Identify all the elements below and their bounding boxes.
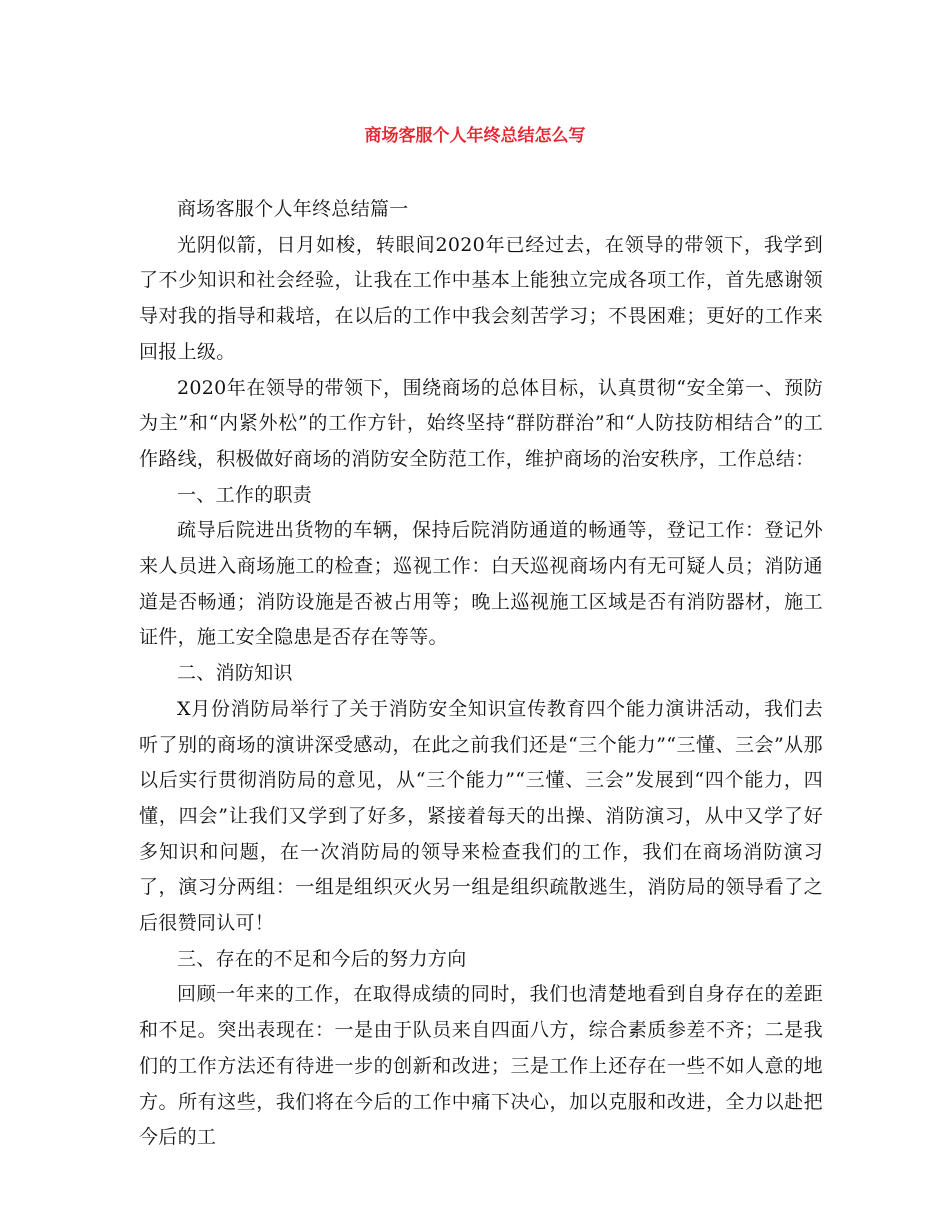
body-paragraph: 回顾一年来的工作，在取得成绩的同时，我们也清楚地看到自身存在的差距和不足。突出表现在：一是由于队员来自四面八方，综合素质参差不齐；二是我们的工作方法还有待进一步的创新和改进；三是工作上还存在一些不如人意的地方。所有这些，我们将在今后的工作中痛下决心，加以克服和改进，全力以赴把今后的工 xyxy=(139,983,823,1149)
body-paragraph: X月份消防局举行了关于消防安全知识宣传教育四个能力演讲活动，我们去听了别的商场的演讲深受感动，在此之前我们还是“三个能力”“三懂、三会”从那以后实行贯彻消防局的意见，从“三个能力”“三懂、三会”发展到“四个能力，四懂，四会”让我们又学到了好多，紧接着每天的出操、消防演习，从中又学了好多知识和问题，在一次消防局的领导来检查我们的工作，我们在商场消防演习了，演习分两组：一组是组织灭火另一组是组织疏散逃生，消防局的领导看了之后很赞同认可！ xyxy=(139,697,823,935)
section-heading: 商场客服个人年终总结篇一 xyxy=(177,198,409,220)
body-paragraph: 2020年在领导的带领下，围绕商场的总体目标，认真贯彻“安全第一、预防为主”和“内紧外松”的工作方针，始终坚持“群防群治”和“人防技防相结合”的工作路线，积极做好商场的消防安全防范工作，维护商场的治安秩序，工作总结： xyxy=(139,376,823,470)
section-heading: 三、存在的不足和今后的努力方向 xyxy=(177,947,467,970)
body-paragraph: 光阴似箭，日月如梭，转眼间2020年已经过去，在领导的带领下，我学到了不少知识和社会经验，让我在工作中基本上能独立完成各项工作，首先感谢领导对我的指导和栽培，在以后的工作中我会刻苦学习；不畏困难；更好的工作来回报上级。 xyxy=(139,233,823,363)
document-title: 商场客服个人年终总结怎么写 xyxy=(364,126,586,146)
body-paragraph: 疏导后院进出货物的车辆，保持后院消防通道的畅通等，登记工作：登记外来人员进入商场施工的检查；巡视工作：白天巡视商场内有无可疑人员；消防通道是否畅通；消防设施是否被占用等；晚上巡视施工区域是否有消防器材，施工证件，施工安全隐患是否存在等等。 xyxy=(139,519,823,649)
document-body xyxy=(139,192,823,1156)
section-heading: 一、工作的职责 xyxy=(177,483,313,506)
section-heading: 二、消防知识 xyxy=(177,662,293,685)
